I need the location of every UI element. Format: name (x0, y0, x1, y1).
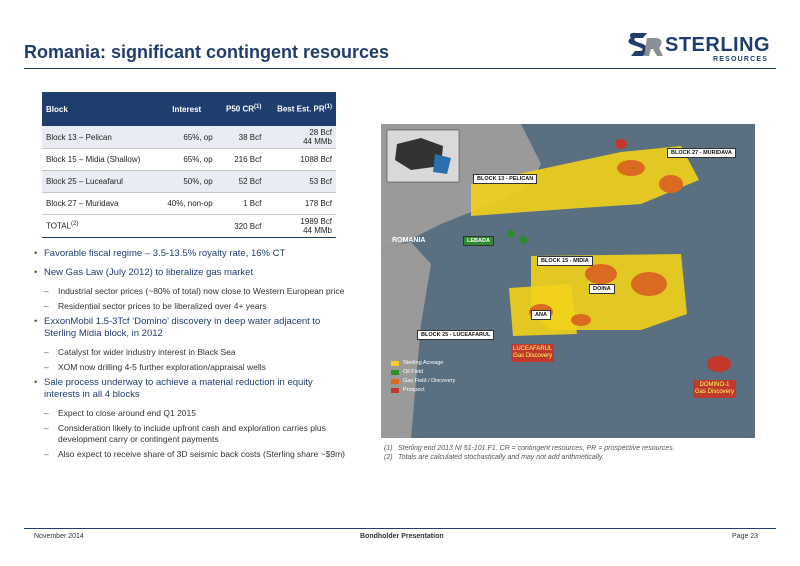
page-title: Romania: significant contingent resources (24, 42, 390, 62)
col-block: Block (42, 92, 157, 126)
black-sea-map (381, 124, 755, 438)
label-lebada: LEBADA (463, 236, 494, 246)
bullet-item: • ExxonMobil 1.5-3Tcf ‘Domino’ discovery in deep water adjacent to Sterling Midia block, in 2012 (34, 316, 349, 340)
legend-item: Prospect (391, 387, 455, 393)
resources-table (42, 92, 336, 238)
legend-item: Sterling Acreage (391, 360, 455, 366)
col-interest: Interest (157, 92, 217, 126)
cell-empty (157, 215, 217, 238)
table-header-row (42, 92, 336, 126)
label-block-15: BLOCK 15 - MIDIA (537, 256, 593, 266)
footnote: (1) Sterling end 2013 NI 51-101 F1. CR = contingent resources, PR = prospective resources. (384, 445, 675, 452)
prospect-swatch-icon (391, 388, 399, 393)
label-ana: ANA (531, 310, 551, 320)
label-romania: ROMANIA (392, 237, 426, 244)
legend-item: Gas Field / Discovery (391, 378, 455, 384)
logo-subtitle: RESOURCES (713, 56, 769, 63)
cell-interest: 65%, op (157, 149, 217, 171)
cell-interest: 65%, op (157, 126, 217, 149)
company-logo (625, 30, 785, 66)
bullet-item: • New Gas Law (July 2012) to liberalize gas market (34, 267, 349, 279)
sub-bullet-item: – Residential sector prices to be liberalized over 4+ years (34, 301, 349, 312)
table-row (42, 193, 336, 215)
cell-pr: 1088 Bcf (265, 149, 336, 171)
table-row (42, 149, 336, 171)
col-cr: P50 CR$^{(1)}$ (217, 92, 266, 126)
bullet-item: • Sale process underway to achieve a material reduction in equity interests in all 4 blocks (34, 377, 349, 401)
acreage-swatch-icon (391, 361, 399, 366)
sub-bullet-item: – Expect to close around end Q1 2015 (34, 408, 349, 419)
footer-title: Bondholder Presentation (360, 533, 444, 540)
label-block-25: BLOCK 25 - LUCEAFARUL (417, 330, 494, 340)
cell-cr: 52 Bcf (217, 171, 266, 193)
label-doina: DOINA (589, 284, 615, 294)
footer-page-number: Page 23 (732, 533, 759, 540)
cell-cr: 1 Bcf (217, 193, 266, 215)
cell-block: Block 15 – Midia (Shallow) (42, 149, 157, 171)
table-total-row (42, 215, 336, 238)
table-row (42, 171, 336, 193)
bullet-item: • Favorable fiscal regime – 3.5-13.5% royalty rate, 16% CT (34, 248, 349, 260)
footnotes (384, 444, 764, 462)
gas-swatch-icon (391, 379, 399, 384)
cell-total-cr: 320 Bcf (217, 215, 266, 238)
sub-bullet-item: – Industrial sector prices (~80% of total) now close to Western European price (34, 286, 349, 297)
map-legend (391, 360, 455, 396)
label-luceafarul: LUCEAFARUL Gas Discovery (511, 344, 554, 362)
sub-bullet-item: – Also expect to receive share of 3D seismic back costs (Sterling share ~$9m) (34, 449, 349, 460)
cell-cr: 216 Bcf (217, 149, 266, 171)
bullet-list (34, 248, 349, 464)
col-pr: Best Est. PR$^{(1)}$ (265, 92, 336, 126)
cell-interest: 50%, op (157, 171, 217, 193)
logo-mark-icon (625, 30, 665, 66)
cell-block: Block 25 – Luceafarul (42, 171, 157, 193)
cell-pr: 28 Bcf 44 MMb (265, 126, 336, 149)
cell-interest: 40%, non-op (157, 193, 217, 215)
logo-wordmark: STERLING (665, 34, 771, 56)
footnote: (2) Totals are calculated stochastically and may not add arithmetically. (384, 454, 604, 461)
sub-bullet-item: – Consideration likely to include upfront cash and exploration carries plus development carry or contingent payments (34, 423, 349, 445)
cell-cr: 38 Bcf (217, 126, 266, 149)
footer-divider (24, 528, 776, 529)
legend-item: Oil Field (391, 369, 455, 375)
cell-total-pr: 1989 Bcf 44 MMb (265, 215, 336, 238)
cell-total-label: TOTAL$^{(2)}$ (42, 215, 157, 238)
cell-pr: 178 Bcf (265, 193, 336, 215)
label-block-13: BLOCK 13 - PELICAN (473, 174, 537, 184)
cell-block: Block 13 – Pelican (42, 126, 157, 149)
sub-bullet-item: – XOM now drilling 4-5 further exploration/appraisal wells (34, 362, 349, 373)
label-block-27: BLOCK 27 - MURIDAVA (667, 148, 736, 158)
footer-date: November 2014 (34, 533, 84, 540)
table-row (42, 126, 336, 149)
cell-pr: 53 Bcf (265, 171, 336, 193)
title-divider (24, 68, 776, 69)
label-domino: DOMINO-1 Gas Discovery (693, 380, 736, 398)
oil-swatch-icon (391, 370, 399, 375)
cell-block: Block 27 – Muridava (42, 193, 157, 215)
sub-bullet-item: – Catalyst for wider industry interest in Black Sea (34, 347, 349, 358)
